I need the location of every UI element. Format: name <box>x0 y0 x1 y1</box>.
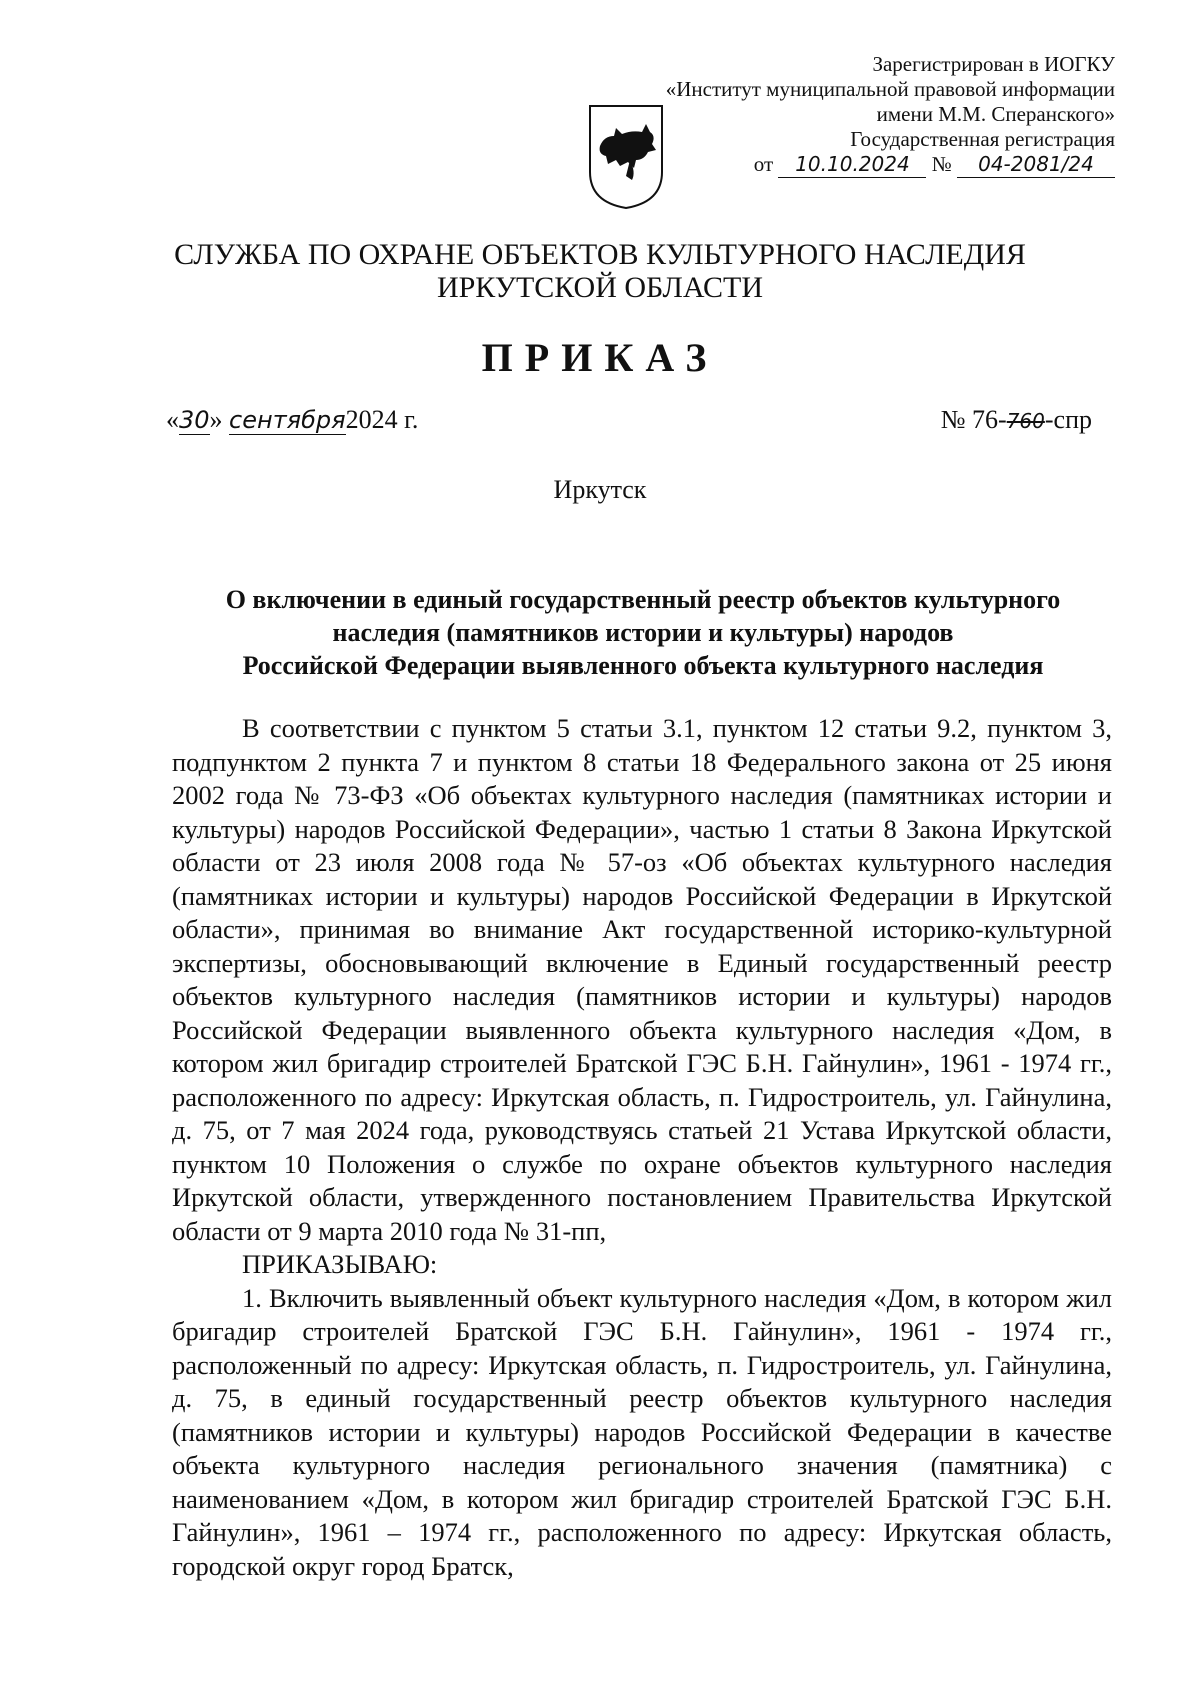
city: Иркутск <box>553 475 647 504</box>
document-type: ПРИКАЗ <box>481 335 719 380</box>
registration-stamp <box>666 52 1115 178</box>
registration-line-1: Зарегистрирован в ИОГКУ <box>872 52 1115 76</box>
number-handwritten: 760 <box>1006 409 1045 433</box>
subject-line-2: наследия (памятников истории и культуры) народов <box>332 618 954 647</box>
date-year: 2024 г. <box>345 405 419 434</box>
registration-line-4: Государственная регистрация <box>850 127 1115 151</box>
subject-line-3: Российской Федерации выявленного объекта культурного наследия <box>242 651 1044 680</box>
number-prefix: № 76- <box>940 405 1007 434</box>
order-body <box>172 712 1112 1583</box>
registration-date-value: 10.10.2024 <box>778 152 926 178</box>
date-day: 30 <box>179 406 210 434</box>
order-number <box>941 405 1092 435</box>
number-suffix: -спр <box>1044 405 1092 434</box>
coat-of-arms-shield <box>586 102 666 212</box>
date-open-quote: « <box>166 405 179 434</box>
order-date <box>166 405 418 435</box>
organization-name <box>0 238 1200 304</box>
date-month: сентября <box>229 406 346 434</box>
preamble-paragraph: В соответствии с пунктом 5 статьи 3.1, пунктом 12 статьи 9.2, пунктом 3, подпунктом 2 пункта 7 и пунктом 8 статьи 18 Федерального закона от 25 июня 2002 года № 73-ФЗ «Об объектах культурного наследия (памятниках истории и культуры) народов Российской Федерации», частью 1 статьи 8 Закона Иркутской области от 23 июля 2008 года № 57-оз «Об объектах культурного наследия (памятниках истории и культуры) народов Российской Федерации в Иркутской области», принимая во внимание Акт государственной историко-культурной экспертизы, обосновывающий включение в Единый государственный реестр объектов культурного наследия (памятников истории и культуры) народов Российской Федерации выявленного объекта культурного наследия «Дом, в котором жил бригадир строителей Братской ГЭС Б.Н. Гайнулин», 1961 - 1974 гг., расположенного по адресу: Иркутская область, п. Гидростроитель, ул. Гайнулина, д. 75, от 7 мая 2024 года, руководствуясь статьей 21 Устава Иркутской области, пунктом 10 Положения о службе по охране объектов культурного наследия Иркутской области, утвержденного постановлением Правительства Иркутской области от 9 марта 2010 года № 31-пп, <box>172 713 1112 1246</box>
subject-line-1: О включении в единый государственный реестр объектов культурного <box>225 585 1061 614</box>
item-1-paragraph: 1. Включить выявленный объект культурного наследия «Дом, в котором жил бригадир строителей Братской ГЭС Б.Н. Гайнулин», 1961 - 1974 гг., расположенный по адресу: Иркутская область, п. Гидростроитель, ул. Гайнулина, д. 75, в единый государственный реестр объектов культурного наследия (памятников истории и культуры) народов Российской Федерации в качестве объекта культурного наследия регионального значения (памятника) с наименованием «Дом, в котором жил бригадир строителей Братской ГЭС Б.Н. Гайнулин», 1961 – 1974 гг., расположенного по адресу: Иркутская область, городской округ город Братск, <box>172 1282 1112 1581</box>
registration-line-2: «Институт муниципальной правовой информации <box>665 77 1115 101</box>
order-subject <box>170 583 1116 682</box>
coat-of-arms-icon <box>586 102 666 212</box>
organization-line-2: ИРКУТСКОЙ ОБЛАСТИ <box>436 271 764 304</box>
registration-date-line <box>666 152 1115 178</box>
registration-number-value: 04-2081/24 <box>957 152 1115 178</box>
order-word: ПРИКАЗЫВАЮ: <box>242 1249 438 1279</box>
registration-number-prefix: № <box>931 152 952 176</box>
date-close-quote: » <box>209 405 223 434</box>
registration-date-prefix: от <box>753 152 774 176</box>
registration-line-3: имени М.М. Сперанского» <box>876 102 1115 126</box>
organization-line-1: СЛУЖБА ПО ОХРАНЕ ОБЪЕКТОВ КУЛЬТУРНОГО НАСЛЕДИЯ <box>174 238 1026 271</box>
